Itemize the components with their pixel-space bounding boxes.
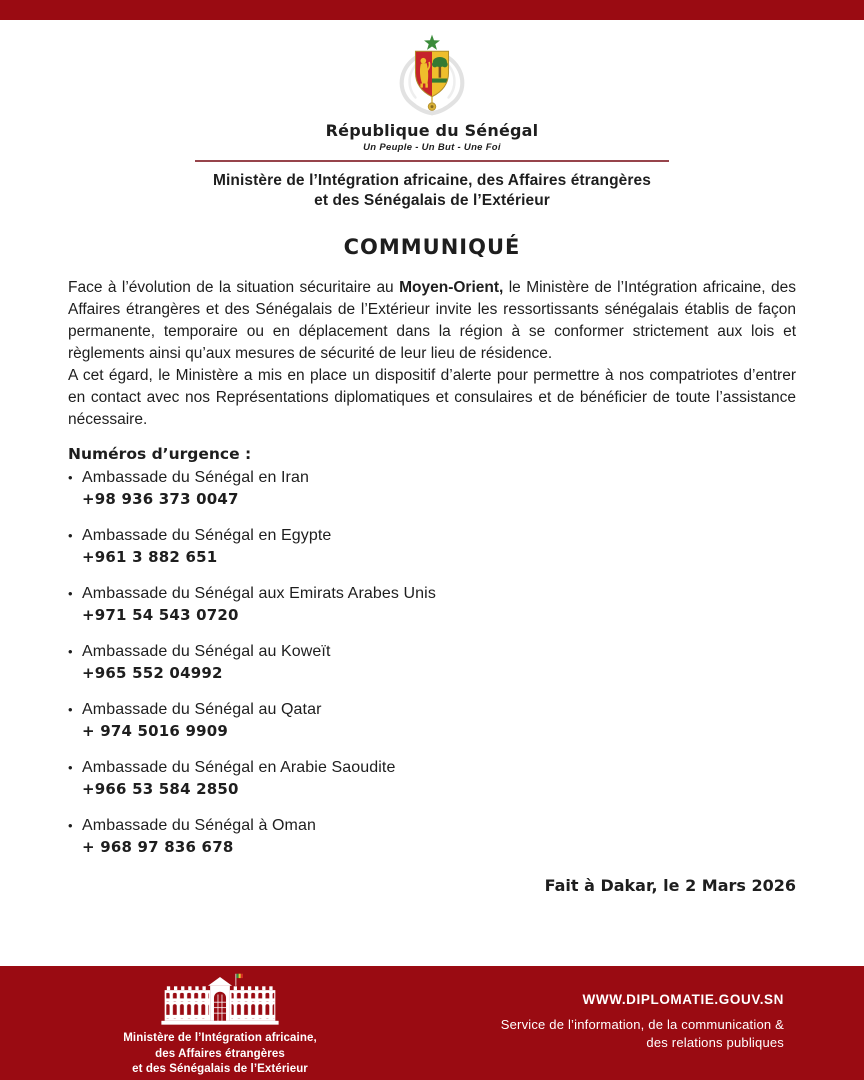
embassy-name: Ambassade du Sénégal en Arabie Saoudite — [82, 758, 396, 776]
embassy-item-emirats — [68, 583, 796, 626]
footer-ministry-line1: Ministère de l’Intégration africaine, — [123, 1032, 317, 1044]
footer-ministry-name — [123, 1031, 317, 1078]
website-url: WWW.DIPLOMATIE.GOUV.SN — [582, 992, 784, 1007]
ministry-title-line1: Ministère de l’Intégration africaine, des Affaires étrangères — [213, 172, 651, 189]
embassy-phone: +971 54 543 0720 — [82, 605, 239, 624]
footer-ministry-line2: des Affaires étrangères — [155, 1047, 285, 1060]
dateline: Fait à Dakar, le 2 Mars 2026 — [544, 875, 796, 895]
embassy-name: Ambassade du Sénégal au Koweït — [82, 642, 331, 660]
header-divider — [195, 160, 669, 162]
bullet-icon: • — [68, 585, 73, 601]
bullet-icon: • — [68, 701, 73, 717]
embassy-name: Ambassade du Sénégal en Iran — [82, 468, 309, 486]
ministry-title — [0, 171, 864, 211]
embassy-item-qatar — [68, 699, 796, 742]
embassy-name: Ambassade du Sénégal en Egypte — [82, 526, 332, 544]
bullet-icon: • — [68, 469, 73, 485]
embassy-list — [68, 467, 796, 858]
footer-ministry-block — [55, 966, 385, 1078]
communique-heading: COMMUNIQUÉ — [343, 234, 521, 259]
embassy-item-egypte — [68, 525, 796, 568]
bullet-icon: • — [68, 817, 73, 833]
embassy-phone: +98 936 373 0047 — [82, 489, 239, 508]
embassy-item-koweit — [68, 641, 796, 684]
document-footer — [0, 966, 864, 1080]
republic-title: République du Sénégal — [325, 121, 539, 140]
embassy-phone: +961 3 882 651 — [82, 547, 218, 566]
embassy-phone: + 968 97 836 678 — [82, 837, 234, 856]
embassy-name: Ambassade du Sénégal à Oman — [82, 816, 316, 834]
embassy-item-iran — [68, 467, 796, 510]
footer-contact-block — [385, 966, 864, 1051]
paragraph-alert-device: A cet égard, le Ministère a mis en place un dispositif d’alerte pour permettre à nos compatriotes d’entrer en contact avec nos Représentations diplomatiques et consulaires et de bénéficier de toute l’assistance nécessaire. — [68, 366, 796, 428]
senegal-coat-of-arms-icon — [384, 33, 480, 119]
document-header — [0, 33, 864, 259]
embassy-item-oman — [68, 815, 796, 858]
footer-service-line2: des relations publiques — [646, 1034, 784, 1050]
paragraph-security — [68, 277, 796, 365]
bullet-icon: • — [68, 527, 73, 543]
paragraph-security-lead: Face à l’évolution de la situation sécuritaire au — [68, 278, 400, 296]
top-red-bar — [0, 0, 864, 20]
national-motto: Un Peuple - Un But - Une Foi — [363, 142, 501, 153]
footer-service-line1: Service de l’information, de la communication & — [500, 1017, 784, 1032]
ministry-title-line2: et des Sénégalais de l’Extérieur — [314, 191, 550, 209]
embassy-name: Ambassade du Sénégal au Qatar — [82, 700, 322, 718]
ministry-building-icon — [157, 972, 283, 1028]
footer-ministry-line3: et des Sénégalais de l’Extérieur — [132, 1063, 308, 1076]
footer-service-label — [385, 1016, 784, 1051]
embassy-phone: + 974 5016 9909 — [82, 721, 229, 740]
paragraph-security-bold-region: Moyen-Orient, — [399, 278, 504, 296]
paragraph-security-rest: le Ministère de l’Intégration africaine, des Affaires étrangères et des Sénégalais de l’Extérieur invite les ressortissants sénégalais établis de façon permanente, temporaire ou en déplacement dans la région à se conformer strictement aux lois et règlements ainsi qu’aux mesures de sécurité de leur lieu de résidence. — [68, 278, 796, 362]
embassy-item-arabie-saoudite — [68, 757, 796, 800]
emergency-numbers-heading: Numéros d’urgence : — [68, 444, 252, 463]
bullet-icon: • — [68, 643, 73, 659]
embassy-name: Ambassade du Sénégal aux Emirats Arabes Unis — [82, 584, 436, 602]
embassy-phone: +966 53 584 2850 — [82, 779, 239, 798]
embassy-phone: +965 552 04992 — [82, 663, 223, 682]
communique-body — [68, 277, 796, 895]
bullet-icon: • — [68, 759, 73, 775]
